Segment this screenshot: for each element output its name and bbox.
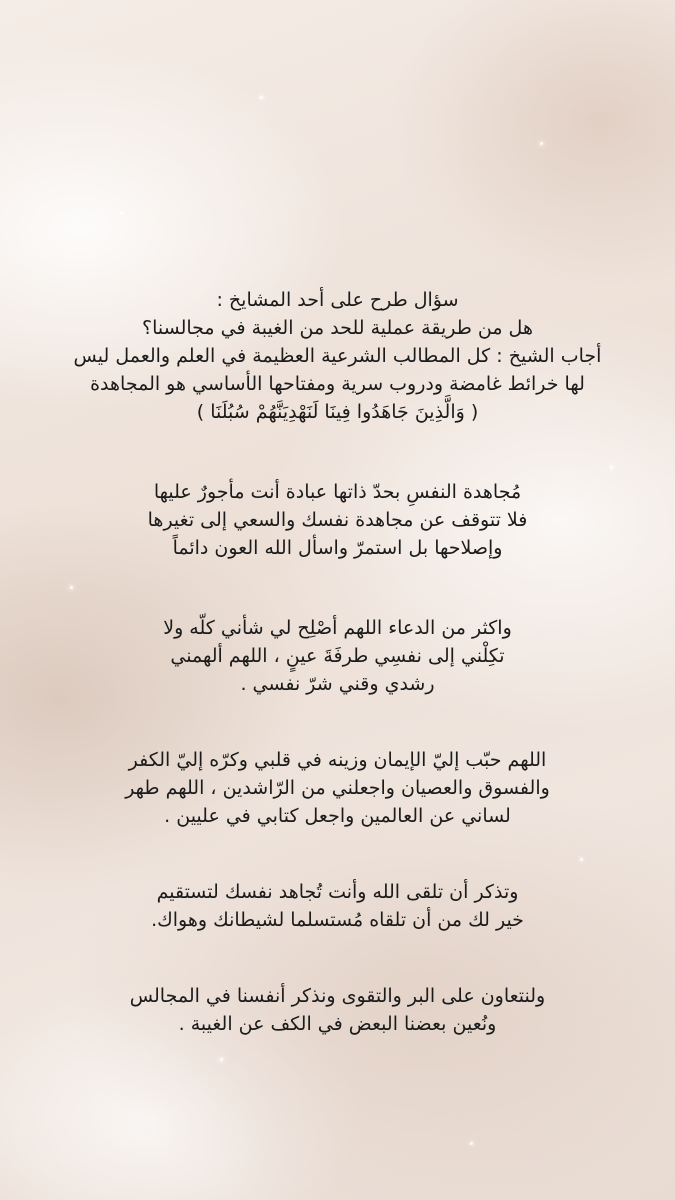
sparkle (220, 1058, 223, 1061)
paragraph-line: تكِلْني إلى نفسِي طرفَةَ عينٍ ، اللهم ألهمني (170, 645, 505, 667)
answer-line: أجاب الشيخ : كل المطالب الشرعية العظيمة في العلم والعمل ليس (73, 345, 602, 367)
sparkle (470, 1142, 473, 1145)
paragraph-line: مُجاهدة النفسِ بحدّ ذاتها عبادة أنت مأجورٌ عليها (153, 481, 522, 503)
paragraph-line: ولنتعاون على البر والتقوى ونذكر أنفسنا في المجالس (129, 985, 546, 1007)
paragraph-line: رشدي وقني شرّ نفسي . (240, 673, 435, 695)
sparkle (260, 96, 263, 99)
paragraph-prayer (40, 746, 635, 830)
paragraph-reminder (40, 878, 635, 934)
paragraph-supplication (40, 614, 635, 698)
paragraph-line: لساني عن العالمين واجعل كتابي في عليين . (164, 805, 511, 827)
post-text (40, 286, 635, 1038)
paragraph-line: واكثر من الدعاء اللهم أصْلِح لي شأني كلّه ولا (163, 617, 512, 639)
question-text: هل من طريقة عملية للحد من الغيبة في مجالسنا؟ (142, 317, 533, 339)
question-block (40, 286, 635, 342)
answer-line: لها خرائط غامضة ودروب سرية ومفتاحها الأساسي هو المجاهدة (90, 373, 585, 395)
paragraph-line: والفسوق والعصيان واجعلني من الرّاشدين ، اللهم طهر (125, 777, 550, 799)
paragraph-line: وإصلاحها بل استمرّ واسأل الله العون دائماً (172, 537, 503, 559)
paragraph-self-struggle (40, 478, 635, 562)
paragraph-cooperation (40, 982, 635, 1038)
paragraph-line: وتذكر أن تلقى الله وأنت تُجاهد نفسك لتستقيم (156, 881, 519, 903)
paragraph-line: ونُعين بعضنا البعض في الكف عن الغيبة . (178, 1013, 497, 1035)
paragraph-line: خير لك من أن تلقاه مُستسلما لشيطانك وهواك. (151, 909, 524, 931)
sparkle (120, 212, 123, 215)
paragraph-line: فلا تتوقف عن مجاهدة نفسك والسعي إلى تغيرها (147, 509, 528, 531)
paragraph-line: اللهم حبّب إليّ الإيمان وزينه في قلبي وكرّه إليّ الكفر (128, 749, 547, 771)
quran-verse: ( وَالَّذِينَ جَاهَدُوا فِينَا لَنَهْدِيَنَّهُمْ سُبُلَنَا ) (196, 401, 479, 423)
sparkle (540, 142, 543, 145)
question-intro: سؤال طرح على أحد المشايخ : (216, 289, 459, 311)
answer-block (40, 342, 635, 426)
